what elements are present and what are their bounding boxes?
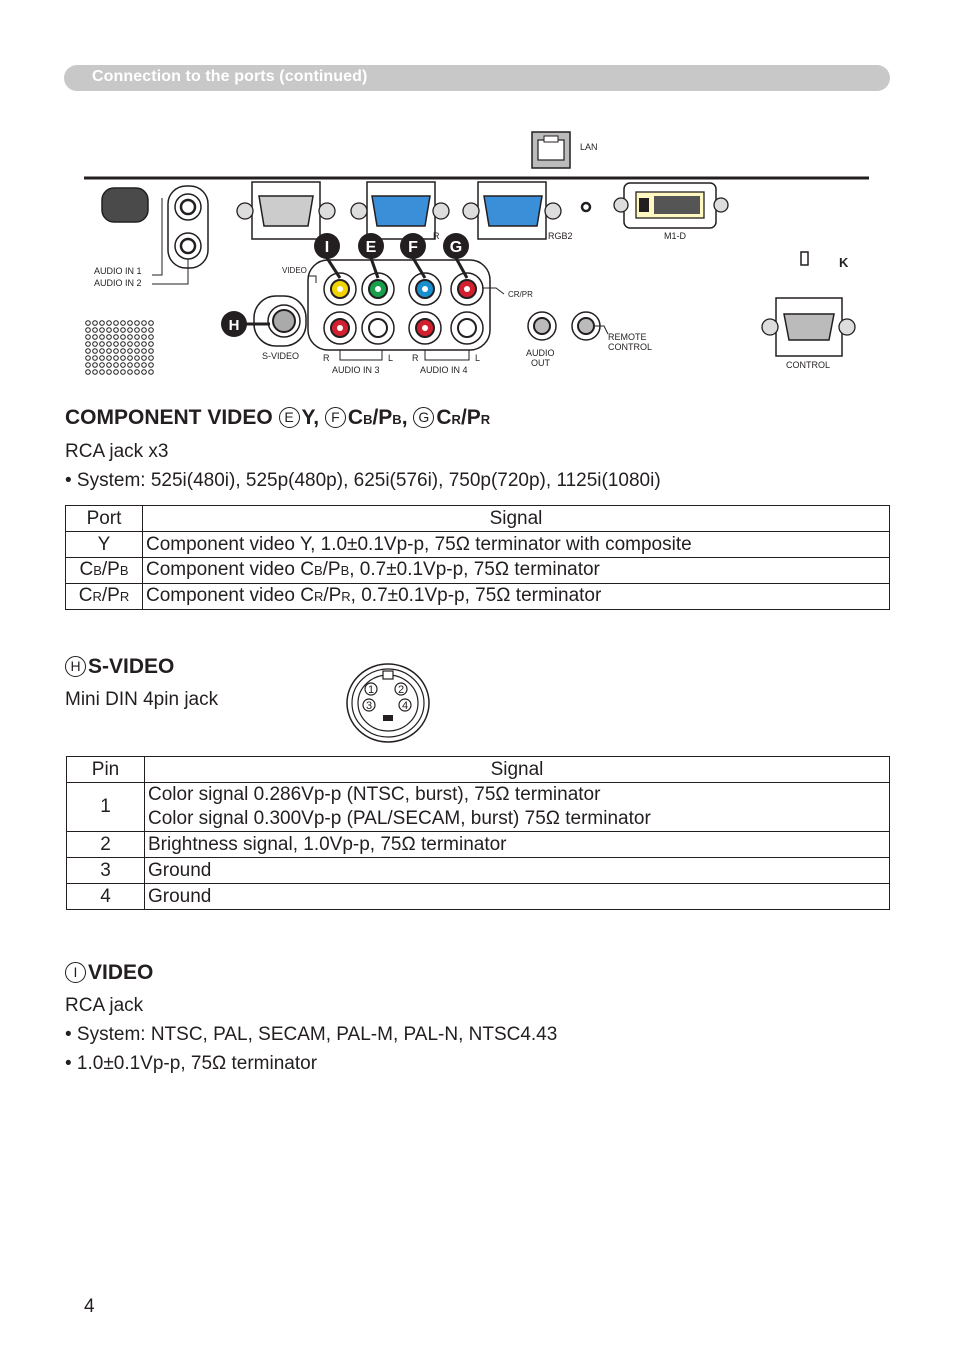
- signal-cell: Component video CR/PR, 0.7±0.1Vp-p, 75Ω terminator: [143, 584, 890, 610]
- vent-grille: [86, 321, 154, 375]
- remote-label-2: CONTROL: [608, 342, 653, 352]
- dark-button: [102, 188, 148, 222]
- signal-cell: Brightness signal, 1.0Vp-p, 75Ω terminator: [145, 832, 890, 858]
- component-signal-table: [65, 505, 890, 610]
- circle-g-icon: G: [413, 407, 434, 428]
- audio-out-label-2: OUT: [531, 358, 550, 368]
- signal-line-2: Color signal 0.300Vp-p (PAL/SECAM, burst) 75Ω terminator: [148, 808, 651, 829]
- signal-cell: Component video CB/PB, 0.7±0.1Vp-p, 75Ω terminator: [143, 558, 890, 584]
- small-indicator: [582, 203, 590, 211]
- pin-1-label: 1: [367, 684, 375, 696]
- vga-port-1: [237, 182, 335, 239]
- video-jack-text: RCA jack: [65, 995, 144, 1016]
- signal-cell: Ground: [145, 884, 890, 910]
- video-spec-text: • 1.0±0.1Vp-p, 75Ω terminator: [65, 1053, 318, 1074]
- port-header: Port: [66, 506, 143, 532]
- component-video-title: [65, 406, 490, 430]
- lan-label: LAN: [580, 142, 598, 152]
- callout-h: H: [228, 317, 240, 334]
- signal-header: Signal: [143, 506, 890, 532]
- pin-cell: 3: [67, 858, 145, 884]
- control-label: CONTROL: [786, 360, 831, 370]
- component-jack-text: RCA jack x3: [65, 441, 169, 462]
- cr-r: R: [451, 412, 461, 427]
- signal-cell: Component video Y, 1.0±0.1Vp-p, 75Ω terminator with composite: [143, 532, 890, 558]
- port-cell: CB/PB: [66, 558, 143, 584]
- video-title-text: VIDEO: [88, 961, 154, 984]
- table-row: [67, 858, 890, 884]
- signal-cell: [145, 783, 890, 832]
- cr-p: /P: [460, 406, 481, 429]
- pin-4-label: 4: [401, 700, 409, 712]
- table-row: [66, 558, 890, 584]
- circle-f-icon: F: [325, 407, 346, 428]
- callout-g: G: [449, 239, 463, 256]
- circle-h-icon: H: [65, 656, 86, 677]
- s-video-jack-text: Mini DIN 4pin jack: [65, 689, 219, 710]
- callout-f: F: [408, 239, 418, 256]
- s-video-signal-table: [66, 756, 890, 910]
- page-number: 4: [84, 1296, 95, 1317]
- mini-din-diagram: [344, 662, 432, 744]
- cb-b: B: [363, 412, 373, 427]
- table-row: [66, 584, 890, 610]
- kensington-lock-icon: K: [839, 255, 849, 270]
- banner-title: Connection to the ports (continued): [92, 68, 368, 85]
- audio-in-1-label: AUDIO IN 1: [94, 266, 142, 276]
- pin-2-label: 2: [397, 684, 405, 696]
- pin-header: Pin: [67, 757, 145, 783]
- table-row: [67, 832, 890, 858]
- audio-out-label-1: AUDIO: [526, 348, 555, 358]
- audio4-l-label: L: [475, 353, 481, 363]
- signal-cell: Ground: [145, 858, 890, 884]
- m1d-label: M1-D: [664, 231, 686, 241]
- port-cell: Y: [66, 532, 143, 558]
- cr-r2: R: [480, 412, 491, 427]
- pin-cell: 1: [67, 783, 145, 832]
- circle-i-icon: I: [65, 962, 86, 983]
- component-title-text: COMPONENT VIDEO: [65, 406, 273, 429]
- callout-i: I: [324, 239, 330, 256]
- pin-3-label: 3: [365, 700, 373, 712]
- signal-header: Signal: [145, 757, 890, 783]
- audio-in-2-label: AUDIO IN 2: [94, 278, 142, 288]
- audio-in-1-2-jacks: [168, 186, 208, 268]
- lock-slot-icon: [801, 252, 808, 265]
- cr-pr-label: CR/PR: [508, 290, 533, 299]
- table-header-row: [67, 757, 890, 783]
- port-cell: CR/PR: [66, 584, 143, 610]
- video-label: VIDEO: [282, 266, 307, 275]
- signal-line-1: Color signal 0.286Vp-p (NTSC, burst), 75Ω terminator: [148, 784, 601, 805]
- s-video-port: [221, 296, 306, 346]
- s-video-title-text: S-VIDEO: [88, 655, 175, 678]
- rgb2-port: [463, 182, 561, 239]
- pin-cell: 2: [67, 832, 145, 858]
- audio3-r-label: R: [323, 353, 330, 363]
- cb-b2: B: [392, 412, 402, 427]
- pin-cell: 4: [67, 884, 145, 910]
- cb-c: C: [347, 406, 364, 429]
- m1d-port: [614, 183, 728, 228]
- circle-e-icon: E: [279, 407, 300, 428]
- table-row: [67, 783, 890, 832]
- s-video-label: S-VIDEO: [262, 351, 300, 361]
- rgb2-label: RGB2: [548, 231, 573, 241]
- component-system-text: • System: 525i(480i), 525p(480p), 625i(576i), 750p(720p), 1125i(1080i): [65, 470, 661, 491]
- callout-e: E: [365, 239, 377, 256]
- table-header-row: [66, 506, 890, 532]
- y-label: Y,: [301, 406, 320, 429]
- table-row: [67, 884, 890, 910]
- comma: ,: [401, 406, 408, 429]
- rear-panel-diagram: [64, 128, 890, 384]
- s-video-title: [65, 655, 174, 679]
- video-system-text: • System: NTSC, PAL, SECAM, PAL-M, PAL-N, NTSC4.43: [65, 1024, 558, 1045]
- table-row: [66, 532, 890, 558]
- cb-p: /P: [372, 406, 393, 429]
- audio-out-jack: [528, 312, 556, 340]
- audio-in-4-label: AUDIO IN 4: [420, 365, 468, 375]
- cr-c: C: [436, 406, 452, 429]
- r-label: R: [433, 231, 440, 241]
- control-port: [762, 298, 855, 356]
- audio4-r-label: R: [412, 353, 419, 363]
- remote-label-1: REMOTE: [608, 332, 647, 342]
- audio-in-3-label: AUDIO IN 3: [332, 365, 380, 375]
- lan-port: [532, 132, 570, 168]
- audio3-l-label: L: [388, 353, 394, 363]
- video-title: [65, 961, 153, 985]
